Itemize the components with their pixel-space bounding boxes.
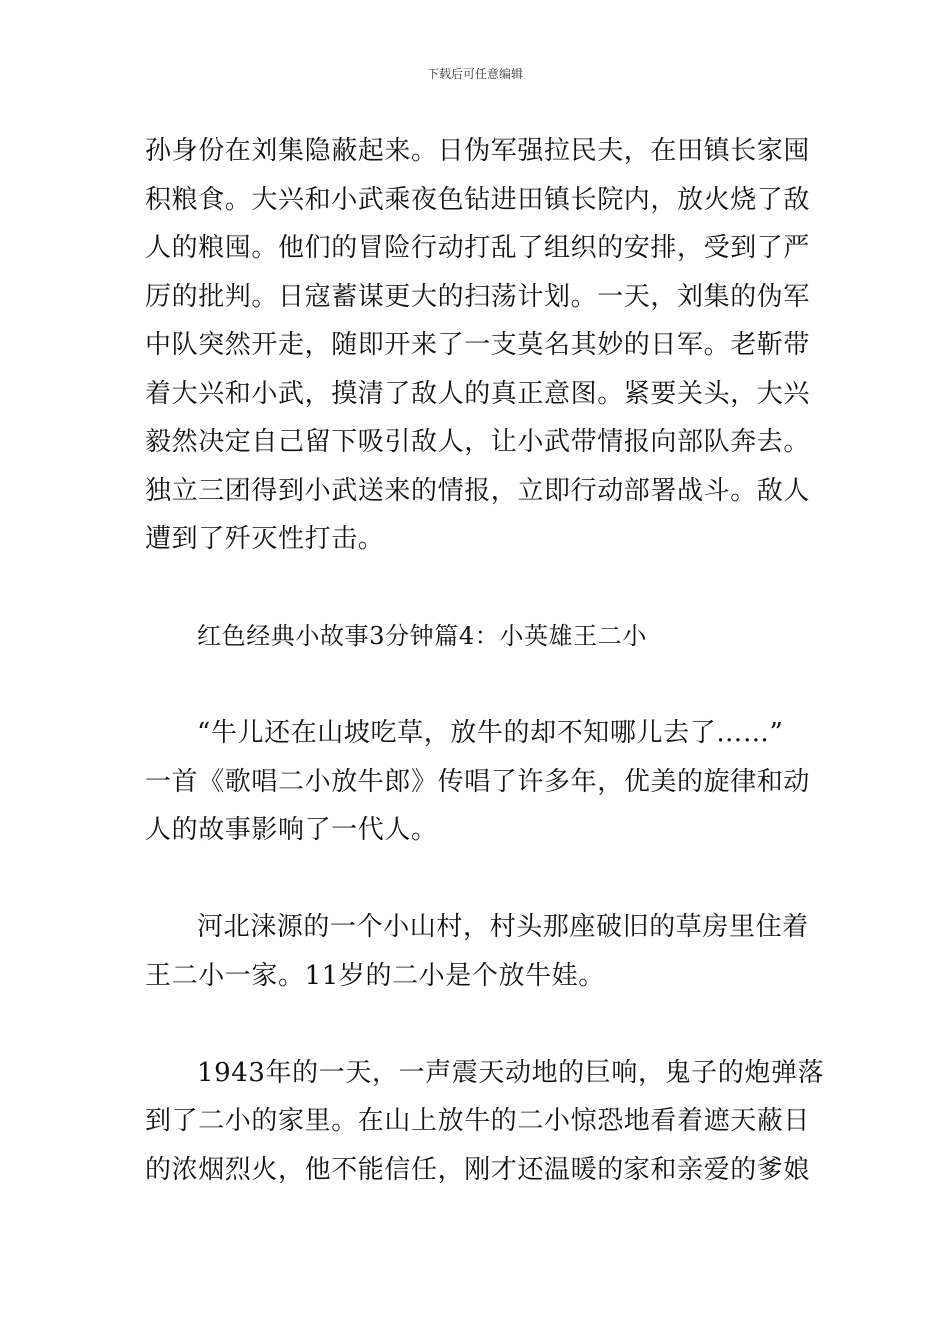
- text-line: 中队突然开走，随即开来了一支莫名其妙的日军。老靳带: [145, 330, 811, 360]
- text-line: 人的粮囤。他们的冒险行动打乱了组织的安排，受到了严: [145, 233, 811, 263]
- text-line: 遭到了歼灭性打击。: [145, 524, 385, 554]
- text-line: 毅然决定自己留下吸引敌人，让小武带情报向部队奔去。: [145, 427, 811, 457]
- paragraph-spacer: [145, 564, 807, 613]
- paragraph-spacer: [145, 661, 807, 710]
- text-line: 的浓烟烈火，他不能信任，刚才还温暖的家和亲爱的爹娘: [145, 1154, 811, 1185]
- paragraph-1943: [145, 1049, 825, 1195]
- text-line: 着大兴和小武，摸清了敌人的真正意图。紧要关头，大兴: [145, 378, 811, 409]
- page-header: 下载后可任意编辑: [426, 67, 523, 81]
- paragraph-spacer: [145, 1000, 807, 1049]
- paragraph-spacer: [145, 855, 807, 904]
- text-line: 孙身份在刘集隐蔽起来。日伪军强拉民夫，在田镇长家囤: [145, 136, 811, 166]
- text-line: 厉的批判。日寇蓄谋更大的扫荡计划。一天，刘集的伪军: [145, 281, 811, 312]
- section-heading: [145, 612, 807, 661]
- text-line: 一首《歌唱二小放牛郎》传唱了许多年，优美的旋律和动: [145, 766, 811, 797]
- text-line: “牛儿还在山坡吃草，放牛的却不知哪儿去了……”: [197, 718, 784, 748]
- text-line: 王二小一家。11岁的二小是个放牛娃。: [145, 960, 605, 991]
- text-line: 独立三团得到小武送来的情报，立即行动部署战斗。敌人: [145, 475, 811, 506]
- text-line: 河北涞源的一个小山村，村头那座破旧的草房里住着: [197, 912, 809, 942]
- text-line: 到了二小的家里。在山上放牛的二小惊恐地看着遮天蔽日: [145, 1106, 811, 1136]
- paragraph-village: [145, 903, 807, 1000]
- text-line: 积粮食。大兴和小武乘夜色钻进田镇长院内，放火烧了敌: [145, 184, 811, 215]
- section-heading-text: 红色经典小故事3分钟篇4：小英雄王二小: [197, 622, 647, 650]
- paragraph-story-summary: [145, 127, 811, 564]
- text-line: 人的故事影响了一代人。: [145, 815, 438, 845]
- paragraph-song-intro: [145, 709, 811, 855]
- document-body: [145, 127, 825, 1194]
- text-line: 1943年的一天，一声震天动地的巨响，鬼子的炮弹落: [197, 1057, 825, 1088]
